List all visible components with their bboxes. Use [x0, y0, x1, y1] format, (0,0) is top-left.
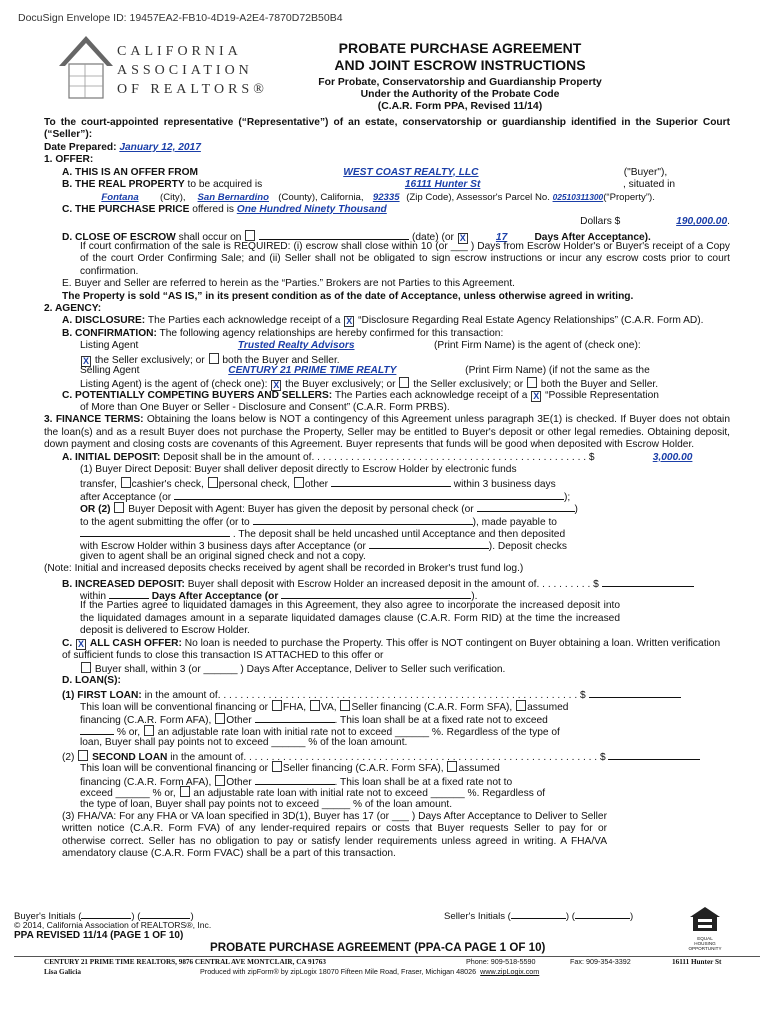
- deposit-note: (Note: Initial and increased deposits checks received by agent shall be recorded in Broker's trust fund log.): [44, 563, 524, 575]
- first-other-checkbox[interactable]: [215, 713, 225, 724]
- price-field[interactable]: 190,000.00: [676, 216, 728, 228]
- first-rate-field[interactable]: [80, 724, 114, 735]
- buyer-initial-2[interactable]: [140, 908, 190, 919]
- house-logo-icon: [55, 30, 117, 102]
- selling-agent-field[interactable]: CENTURY 21 PRIME TIME REALTY: [228, 364, 397, 376]
- listing-agent-field[interactable]: Trusted Realty Advisors: [237, 340, 355, 352]
- parcel-field[interactable]: 02510311300: [552, 192, 604, 203]
- finance-a-detail: (1) Buyer Direct Deposit: Buyer shall deliver deposit directly to Escrow Holder by electronic funds transfer, cashier's check, personal check, other within 3 business days after Acceptance (or ); OR (2) Buyer Deposit with Agent: Buyer has given the deposit by personal check (or ) to the agent submitting the offer (or to ), made payable to . The deposit shall be held uncashed until Acceptance and then deposited with Escrow Holder within 3 business days after Acceptance (or ). Deposit checks given to agent shall be an original signed check and not a copy.: [80, 464, 578, 562]
- agent-offer-field[interactable]: [253, 514, 473, 525]
- seller-financing-checkbox[interactable]: [340, 700, 350, 711]
- agent-deposit-checkbox[interactable]: [114, 502, 124, 513]
- car-logo: [55, 30, 295, 105]
- offer-c: C. THE PURCHASE PRICE offered is One Hundred Ninety Thousand: [44, 204, 730, 216]
- title-line1: PROBATE PURCHASE AGREEMENT: [338, 40, 582, 56]
- ziplogix-link[interactable]: www.zipLogix.com: [480, 967, 540, 976]
- date-field[interactable]: January 12, 2017: [119, 141, 201, 153]
- date-row: [44, 142, 730, 154]
- second-loan-row: (2) SECOND LOAN in the amount of. . . . . . . . . . . . . . . . . . . . . . . . . . . . . . . . . . . . . . . . . . . . . . . . . . . . . . . . . . . . . . . $: [44, 749, 730, 761]
- agency-c: C. POTENTIALLY COMPETING BUYERS AND SELLERS: The Parties each acknowledge receipt of a X “Possible Representation: [62, 389, 659, 401]
- date-label: Date Prepared:: [44, 141, 117, 153]
- office-info: CENTURY 21 PRIME TIME REALTORS, 9876 CENTRAL AVE MONTCLAIR, CA 91763: [44, 958, 326, 966]
- seller-initial-1[interactable]: [511, 908, 566, 919]
- title-line3: For Probate, Conservatorship and Guardianship Property: [318, 77, 602, 88]
- produced-by: Produced with zipForm® by zipLogix 18070 Fifteen Mile Road, Fraser, Michigan 48026 www.zipLogix.com: [200, 967, 540, 976]
- title-line5: (C.A.R. Form PPA, Revised 11/14): [377, 101, 543, 113]
- offer-c2: Dollars $ 190,000.00.: [580, 216, 730, 228]
- first-other-field[interactable]: [255, 712, 335, 723]
- fha-checkbox[interactable]: [272, 700, 282, 711]
- listing-agent-row2: X the Seller exclusively; or both the Buyer and Seller.: [82, 354, 340, 366]
- finance-c: C. X ALL CASH OFFER: No loan is needed to purchase the Property. This offer is NOT contingent on Buyer obtaining a loan. Written verification of sufficient funds to close this transaction IS ATTACHED to this offer or: [62, 637, 721, 661]
- copyright: © 2014, California Association of REALTORS®, Inc.: [14, 920, 212, 930]
- close-days-checkbox[interactable]: X: [459, 232, 466, 243]
- selling-both-checkbox[interactable]: [527, 377, 537, 388]
- form-title: [300, 40, 620, 114]
- increased-deposit-field[interactable]: [602, 576, 694, 587]
- selling-agent-row2: Listing Agent) is the agent of (check one): X the Buyer exclusively; or the Seller exclusively; or both the Buyer and Seller.: [80, 379, 659, 391]
- personal-check-checkbox[interactable]: [208, 477, 218, 488]
- escrow-days-field[interactable]: [369, 538, 489, 549]
- second-loan-detail: This loan will be conventional financing or Seller financing (C.A.R. Form SFA), assumed financing (C.A.R. Form AFA), Other . This loan shall be at a fixed rate not to exceed ______ % or, an adjustable rate loan with initial rate not to exceed ______ %. Regardless of the type of loan, Buyer shall pay points not to exceed _____ % of the loan amount.: [80, 763, 546, 810]
- logo-text: [117, 42, 268, 99]
- title-line2: AND JOINT ESCROW INSTRUCTIONS: [334, 57, 586, 73]
- logo-line2: ASSOCIATION: [117, 63, 253, 78]
- close-date-checkbox[interactable]: [245, 230, 255, 241]
- revised-label: PPA REVISED 11/14 (PAGE 1 OF 10): [14, 930, 184, 941]
- price-words-field[interactable]: One Hundred Ninety Thousand: [236, 203, 387, 215]
- second-other-field[interactable]: [255, 774, 335, 785]
- first-loan-field[interactable]: [589, 687, 681, 698]
- city-field[interactable]: Fontana: [101, 192, 139, 204]
- close-days-field[interactable]: 17: [495, 231, 508, 243]
- payable-to-field[interactable]: [80, 526, 230, 537]
- first-loan-row: (1) FIRST LOAN: in the amount of. . . . . . . . . . . . . . . . . . . . . . . . . . . . . . . . . . . . . . . . . . . . . . . . . . . . . . . . . . . . . . . . $: [44, 687, 730, 699]
- initial-deposit-field[interactable]: 3,000.00: [652, 451, 693, 463]
- logo-line3: OF REALTORS®: [117, 82, 268, 97]
- agency-a: A. DISCLOSURE: The Parties each acknowledge receipt of a X “Disclosure Regarding Real Estate Agency Relationships” (C.A.R. Form AD).: [62, 315, 704, 327]
- page-footer-title: PROBATE PURCHASE AGREEMENT (PPA-CA PAGE 1 OF 10): [210, 941, 546, 954]
- finance-d: D. LOAN(S):: [62, 674, 121, 686]
- address-field[interactable]: 16111 Hunter St: [404, 178, 481, 190]
- offer-d-para: If court confirmation of the sale is REQUIRED: (i) escrow shall close within 10 (or ___ ) Days from Escrow Holder's or Buyer's receipt of a Copy of the court Order Confirming Sale; and (ii) Seller shall not be obligated to sign escrow instructions or incur any escrow costs prior to court confirmation.: [80, 240, 730, 277]
- logo-line1: CALIFORNIA: [117, 44, 242, 59]
- close-date-field[interactable]: [259, 229, 409, 240]
- agency-c2: of More than One Buyer or Seller - Disclosure and Consent” (C.A.R. Form PRBS).: [80, 402, 450, 414]
- envelope-id: DocuSign Envelope ID: 19457EA2-FB10-4D19-A2E4-7870D72B50B4: [18, 12, 343, 24]
- first-loan-detail: This loan will be conventional financing or FHA, VA, Seller financing (C.A.R. Form SFA), assumed financing (C.A.R. Form AFA), Other . This loan shall be at a fixed rate not to exceed % or, an adjustable rate loan with initial rate not to exceed ______ %. Regardless of the type of loan, Buyer shall pay points not to exceed ______ % of the loan amount.: [80, 701, 569, 748]
- fha-va-clause: (3) FHA/VA: For any FHA or VA loan specified in 3D(1), Buyer has 17 (or ___ ) Days After Acceptance to Deliver to Seller written notice (C.A.R. Form FVA) of any lender-required repairs or costs that Buyer requests Seller to pay for or otherwise correct. Seller has no obligation to pay or satisfy lender requirements unless agreed in writing. A FHA/VA amendatory clause (C.A.R. Form FVAC) shall be a part of this transaction.: [62, 811, 607, 860]
- buyer-initial-1[interactable]: [81, 908, 131, 919]
- county-field[interactable]: San Bernardino: [197, 192, 269, 204]
- section-offer: 1. OFFER:: [44, 154, 94, 166]
- title-line4: Under the Authority of the Probate Code: [360, 89, 560, 101]
- buyer-initials: Buyer's Initials ( ) ( ): [14, 908, 194, 923]
- other-deposit-checkbox[interactable]: [294, 477, 304, 488]
- listing-agent-row: Listing Agent Trusted Realty Advisors (Print Firm Name) is the agent of (check one):: [80, 340, 641, 352]
- second-adjustable-checkbox[interactable]: [180, 786, 190, 797]
- verification-checkbox[interactable]: [81, 662, 91, 673]
- first-adjustable-checkbox[interactable]: [144, 725, 154, 736]
- deposit-after-field[interactable]: [174, 489, 564, 500]
- offer-d: D. CLOSE OF ESCROW shall occur on (date) (or X 17 Days After Acceptance).: [44, 229, 730, 241]
- ad-checkbox[interactable]: X: [346, 316, 353, 327]
- agent-deposit-field[interactable]: [477, 501, 575, 512]
- office-fax: Fax: 909-354-3392: [570, 957, 631, 966]
- listing-seller-checkbox[interactable]: X: [82, 355, 89, 366]
- finance-b-detail: within Days After Acceptance (or ). If the Parties agree to liquidated damages in this Agreement, they also agree to incorporate the increased deposit into the liquidated damages amount in a separate liquidated damages clause (C.A.R. Form RID) at the time the increased deposit is delivered to Escrow Holder.: [44, 588, 620, 638]
- seller-initials: Seller's Initials ( ) ( ): [444, 908, 633, 923]
- footer-divider: [14, 956, 760, 957]
- buyer-field[interactable]: WEST COAST REALTY, LLC: [343, 166, 479, 178]
- section-finance: 3. FINANCE TERMS: Obtaining the loans below is NOT a contingency of this Agreement unless paragraph 3E(1) is checked. If Buyer does not obtain the loan(s) and as a result Buyer does not purchase the Property, Seller may be entitled to Buyer's deposit or other legal remedies. Obtaining deposit, down payment and closing costs are covenants of this Agreement. Buyer represents that funds will be good when deposited with Escrow Holder.: [44, 414, 730, 451]
- selling-seller-checkbox[interactable]: [399, 377, 409, 388]
- second-loan-field[interactable]: [608, 749, 700, 760]
- assumed-checkbox[interactable]: [516, 700, 526, 711]
- office-phone: Phone: 909-518-5590: [466, 957, 536, 966]
- as-is-clause: The Property is sold “AS IS,” in its present condition as of the date of Acceptance, unless otherwise agreed in writing.: [62, 290, 634, 302]
- offer-e: E. Buyer and Seller are referred to herein as the “Parties.” Brokers are not Parties to this Agreement.: [62, 278, 515, 290]
- selling-buyer-checkbox[interactable]: X: [273, 380, 280, 391]
- all-cash-checkbox[interactable]: X: [78, 638, 85, 649]
- finance-a: A. INITIAL DEPOSIT: Deposit shall be in the amount of. . . . . . . . . . . . . . . . . . . . . . . . . . . . . . . . . . . . . . . . . . . . . . . . . $ 3,000.00: [62, 451, 693, 463]
- equal-housing-icon: EQUAL HOUSING OPPORTUNITY: [688, 906, 722, 940]
- section-agency: 2. AGENCY:: [44, 302, 102, 314]
- second-other-checkbox[interactable]: [215, 775, 225, 786]
- cashiers-check-checkbox[interactable]: [121, 477, 131, 488]
- zip-field[interactable]: 92335: [372, 192, 400, 204]
- second-assumed-checkbox[interactable]: [447, 761, 457, 772]
- second-loan-checkbox[interactable]: [78, 750, 88, 761]
- increased-days-field[interactable]: [109, 588, 149, 599]
- agency-b: B. CONFIRMATION: The following agency relationships are hereby confirmed for this transaction:: [62, 327, 504, 339]
- form-body: [44, 117, 730, 861]
- va-checkbox[interactable]: [310, 700, 320, 711]
- footer-property: 16111 Hunter St: [672, 958, 722, 966]
- intro: To the court-appointed representative (“Representative”) of an estate, conservatorship or guardianship identified in the Superior Court (“Seller”):: [44, 117, 730, 141]
- seller-initial-2[interactable]: [575, 908, 630, 919]
- increased-after-field[interactable]: [281, 588, 471, 599]
- selling-agent-row: Selling Agent CENTURY 21 PRIME TIME REALTY (Print Firm Name) (if not the same as the: [80, 364, 650, 376]
- finance-b: B. INCREASED DEPOSIT: Buyer shall deposit with Escrow Holder an increased deposit in the amount of. . . . . . . . . . $: [44, 576, 730, 588]
- agent-name: Lisa Galicia: [44, 968, 81, 976]
- second-seller-financing-checkbox[interactable]: [272, 761, 282, 772]
- prbs-checkbox[interactable]: X: [533, 390, 540, 401]
- offer-a: A. THIS IS AN OFFER FROM WEST COAST REALTY, LLC ("Buyer"),: [62, 166, 668, 178]
- other-deposit-field[interactable]: [331, 476, 451, 487]
- listing-both-checkbox[interactable]: [209, 353, 219, 364]
- finance-c-detail: Buyer shall, within 3 (or ______ ) Days After Acceptance, Deliver to Seller such verification.: [44, 650, 620, 675]
- offer-b2: Fontana (City), San Bernardino (County), California, 92335 (Zip Code), Assessor's Parcel No. 02510311300(“Property”).: [44, 191, 730, 203]
- offer-b: B. THE REAL PROPERTY to be acquired is 16111 Hunter St , situated in: [62, 178, 676, 190]
